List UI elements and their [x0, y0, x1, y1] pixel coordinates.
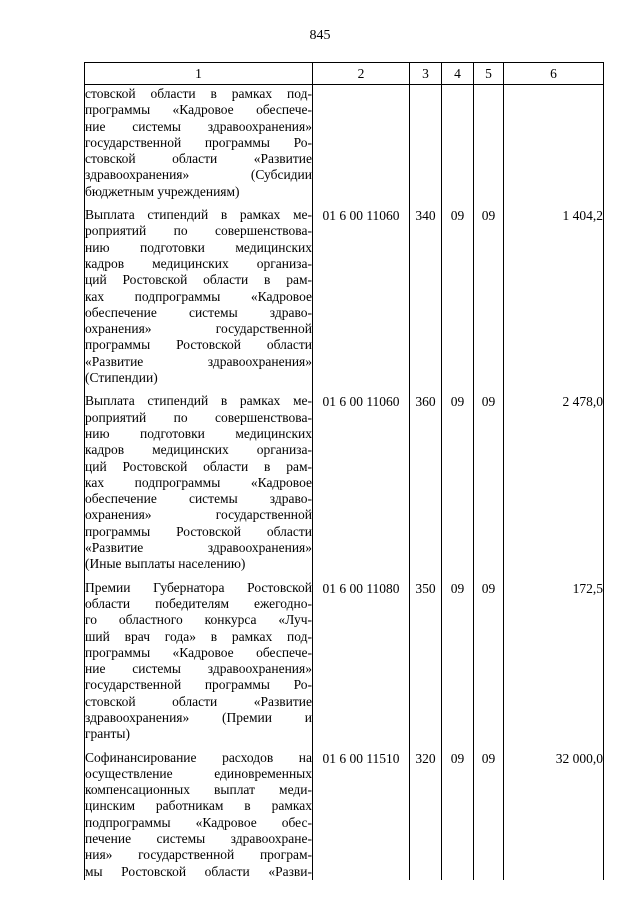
- text-line: компенсационных выплат меди-: [85, 782, 312, 798]
- text-line: охранения» государственной: [85, 321, 312, 337]
- budget-table: [84, 62, 604, 880]
- text-line: гранты): [85, 726, 130, 742]
- section-code: 09: [442, 386, 474, 572]
- text-line: обеспечение системы здраво-: [85, 491, 312, 507]
- amount: 32 000,0: [504, 743, 604, 880]
- text-line: нию подготовки медицинских: [85, 239, 312, 255]
- section-code: 09: [442, 573, 474, 743]
- text-line: ние системы здравоохранения»: [85, 118, 312, 134]
- column-header-1: 1: [85, 63, 313, 85]
- text-line: программы Ростовской области: [85, 337, 312, 353]
- text-line: государственной программы Ро-: [85, 677, 312, 693]
- subsection-code: 09: [474, 200, 504, 386]
- text-line: роприятий по совершенствова-: [85, 409, 312, 425]
- section-code: 09: [442, 200, 474, 386]
- text-line: «Развитие здравоохранения»: [85, 353, 312, 369]
- text-line: подпрограммы «Кадровое обес-: [85, 814, 312, 830]
- target-article-code: 01 6 00 11510: [313, 743, 410, 880]
- text-line: го областного конкурса «Луч-: [85, 612, 312, 628]
- column-header-5: 5: [474, 63, 504, 85]
- expense-type-code: 320: [410, 743, 442, 880]
- text-line: программы «Кадровое обеспече-: [85, 644, 312, 660]
- text-line: кадров медицинских организа-: [85, 255, 312, 271]
- text-line: мы Ростовской области «Разви-: [85, 863, 312, 879]
- text-line: стовской области «Развитие: [85, 151, 312, 167]
- page-number: 845: [309, 28, 331, 43]
- text-line: Премии Губернатора Ростовской: [85, 579, 312, 595]
- target-article-code: 01 6 00 11080: [313, 573, 410, 743]
- text-line: ках подпрограммы «Кадровое: [85, 288, 312, 304]
- subsection-code: 09: [474, 743, 504, 880]
- column-header-2: 2: [313, 63, 410, 85]
- text-line: печение системы здравоохране-: [85, 831, 312, 847]
- row-description: [85, 573, 313, 743]
- text-line: кадров медицинских организа-: [85, 442, 312, 458]
- text-line: цинским работникам в рамках: [85, 798, 312, 814]
- text-line: ние системы здравоохранения»: [85, 661, 312, 677]
- text-line: здравоохранения» (Премии и: [85, 709, 312, 725]
- text-line: обеспечение системы здраво-: [85, 304, 312, 320]
- text-line: «Развитие здравоохранения»: [85, 540, 312, 556]
- table-row: [85, 573, 604, 743]
- header-row: [85, 63, 604, 85]
- text-line: программы «Кадровое обеспече-: [85, 102, 312, 118]
- text-line: стовской области «Развитие: [85, 693, 312, 709]
- text-line: ший врач года» в рамках под-: [85, 628, 312, 644]
- text-line: Софинансирование расходов на: [85, 749, 312, 765]
- amount: 172,5: [504, 573, 604, 743]
- text-line: роприятий по совершенствова-: [85, 223, 312, 239]
- text-line: ций Ростовской области в рам-: [85, 272, 312, 288]
- text-line: стовской области в рамках под-: [85, 86, 312, 101]
- text-line: (Иные выплаты населению): [85, 556, 246, 572]
- column-header-3: 3: [410, 63, 442, 85]
- text-line: осуществление единовременных: [85, 765, 312, 781]
- text-line: здравоохранения» (Субсидии: [85, 167, 312, 183]
- target-article-code: 01 6 00 11060: [313, 386, 410, 572]
- subsection-code: 09: [474, 386, 504, 572]
- text-line: нию подготовки медицинских: [85, 425, 312, 441]
- text-line: ния» государственной програм-: [85, 847, 312, 863]
- amount: 1 404,2: [504, 200, 604, 386]
- text-line: Выплата стипендий в рамках ме-: [85, 393, 312, 409]
- text-line: бюджетным учреждениям): [85, 183, 240, 199]
- expense-type-code: 350: [410, 573, 442, 743]
- text-line: (Стипендии): [85, 370, 158, 386]
- column-header-6: 6: [504, 63, 604, 85]
- text-line: Выплата стипендий в рамках ме-: [85, 207, 312, 223]
- continuation-description: [85, 85, 313, 201]
- subsection-code: 09: [474, 573, 504, 743]
- column-header-4: 4: [442, 63, 474, 85]
- text-line: программы Ростовской области: [85, 523, 312, 539]
- text-line: государственной программы Ро-: [85, 134, 312, 150]
- expense-type-code: 360: [410, 386, 442, 572]
- text-line: области победителям ежегодно-: [85, 595, 312, 611]
- table-row: [85, 200, 604, 386]
- amount: 2 478,0: [504, 386, 604, 572]
- target-article-code: 01 6 00 11060: [313, 200, 410, 386]
- row-description: [85, 743, 313, 880]
- row-description: [85, 200, 313, 386]
- section-code: 09: [442, 743, 474, 880]
- text-line: ках подпрограммы «Кадровое: [85, 474, 312, 490]
- table-row: [85, 386, 604, 572]
- table-row: [85, 743, 604, 880]
- expense-type-code: 340: [410, 200, 442, 386]
- text-line: ций Ростовской области в рам-: [85, 458, 312, 474]
- continuation-row: [85, 85, 604, 201]
- row-description: [85, 386, 313, 572]
- text-line: охранения» государственной: [85, 507, 312, 523]
